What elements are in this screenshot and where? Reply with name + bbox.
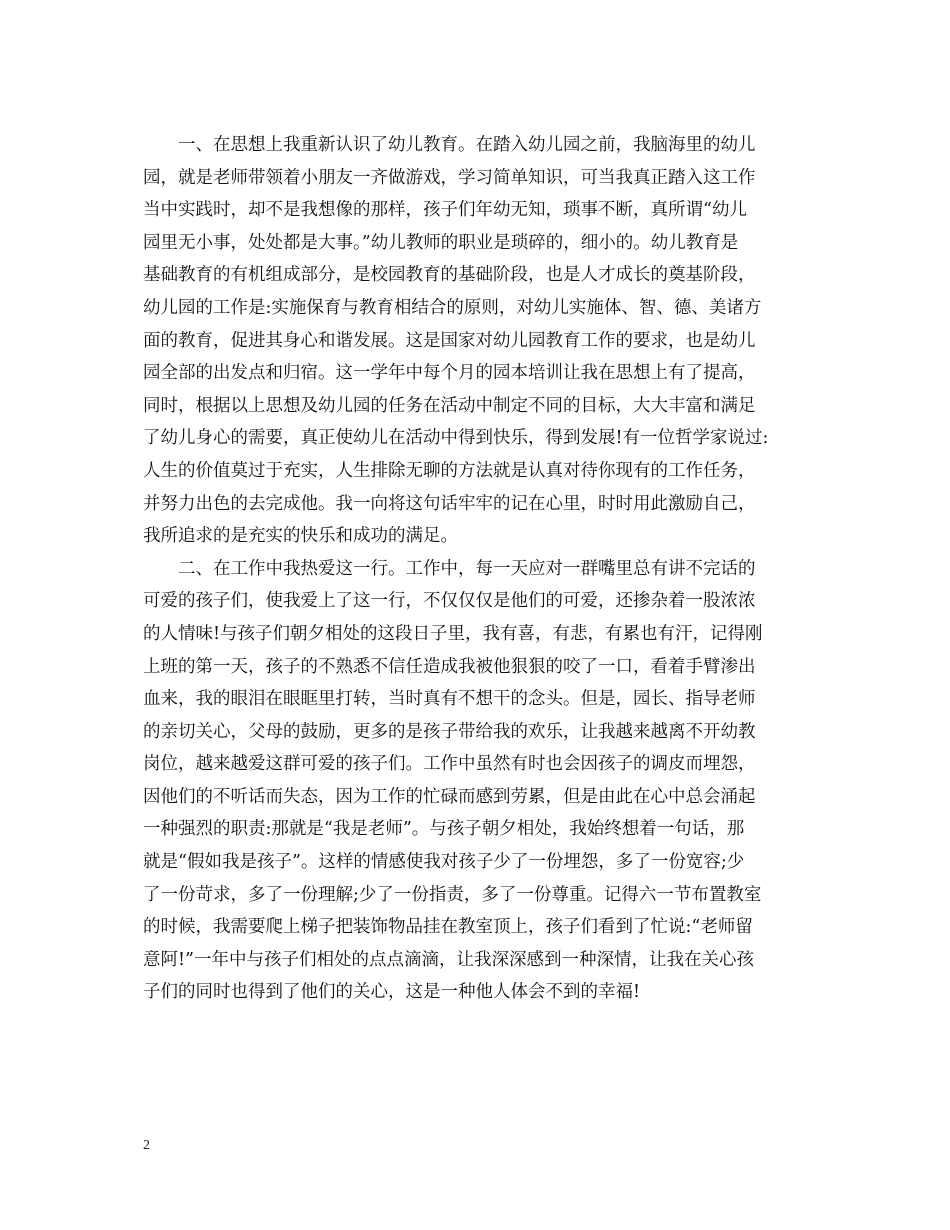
paragraph-2: [143, 553, 813, 1009]
text-line: 就是“假如我是孩子”。这样的情感使我对孩子少了一份埋怨，多了一份宽容;少: [143, 852, 745, 873]
text-line: 园，就是老师带领着小朋友一齐做游戏，学习简单知识，可当我真正踏入这工作: [143, 167, 756, 188]
text-line: 园里无小事，处处都是大事。”幼儿教师的职业是琐碎的，细小的。幼儿教育是: [143, 232, 739, 253]
paragraph-1: [143, 129, 813, 553]
text-line: 同时，根据以上思想及幼儿园的任务在活动中制定不同的目标，大大丰富和满足: [143, 395, 756, 416]
text-line: 因他们的不听话而失态，因为工作的忙碌而感到劳累，但是由此在心中总会涌起: [143, 786, 756, 807]
text-line: 岗位，越来越爱这群可爱的孩子们。工作中虽然有时也会因孩子的调皮而埋怨，: [143, 754, 756, 775]
text-line: 当中实践时，却不是我想像的那样，孩子们年幼无知，琐事不断，真所谓“幼儿: [143, 200, 747, 221]
text-line: 的时候，我需要爬上梯子把装饰物品挂在教室顶上，孩子们看到了忙说:“老师留: [143, 917, 753, 938]
text-line: 血来，我的眼泪在眼眶里打转，当时真有不想干的念头。但是，园长、指导老师: [143, 689, 756, 710]
text-line: 园全部的出发点和归宿。这一学年中每个月的园本培训让我在思想上有了提高，: [143, 363, 756, 384]
text-line: 了幼儿身心的需要，真正使幼儿在活动中得到快乐，得到发展!有一位哲学家说过:: [143, 428, 769, 449]
text-line: 意阿!”一年中与孩子们相处的点点滴滴，让我深深感到一种深情，让我在关心孩: [143, 949, 754, 970]
text-line: 面的教育，促进其身心和谐发展。这是国家对幼儿园教育工作的要求，也是幼儿: [143, 330, 756, 351]
text-line: 子们的同时也得到了他们的关心，这是一种他人体会不到的幸福!: [143, 982, 641, 1003]
text-line: 一、在思想上我重新认识了幼儿教育。在踏入幼儿园之前，我脑海里的幼儿: [178, 135, 756, 155]
text-line: 二、在工作中我热爱这一行。工作中，每一天应对一群嘴里总有讲不完话的: [178, 558, 756, 579]
text-line: 我所追求的是充实的快乐和成功的满足。: [143, 526, 458, 547]
text-line: 的亲切关心，父母的鼓励，更多的是孩子带给我的欢乐，让我越来越离不开幼教: [143, 721, 756, 742]
page-number: 2: [143, 1138, 150, 1153]
text-line: 一种强烈的职责:那就是“我是老师”。与孩子朝夕相处，我始终想着一句话，那: [143, 819, 745, 840]
text-line: 人生的价值莫过于充实，人生排除无聊的方法就是认真对待你现有的工作任务，: [143, 460, 756, 481]
text-line: 上班的第一天，孩子的不熟悉不信任造成我被他狠狠的咬了一口，看着手臂渗出: [143, 656, 756, 677]
text-line: 并努力出色的去完成他。我一向将这句话牢牢的记在心里，时时用此激励自己，: [143, 493, 756, 514]
text-line: 幼儿园的工作是:实施保育与教育相结合的原则，对幼儿实施体、智、德、美诸方: [143, 297, 762, 318]
text-line: 基础教育的有机组成部分，是校园教育的基础阶段，也是人才成长的奠基阶段，: [143, 265, 756, 286]
text-line: 可爱的孩子们，使我爱上了这一行，不仅仅仅是他们的可爱，还掺杂着一股浓浓: [143, 591, 756, 612]
text-line: 的人情味!与孩子们朝夕相处的这段日子里，我有喜，有悲，有累也有汗，记得刚: [143, 623, 763, 644]
text-line: 了一份苛求，多了一份理解;少了一份指责，多了一份尊重。记得六一节布置教室: [143, 884, 762, 905]
document-body: [143, 129, 813, 1009]
